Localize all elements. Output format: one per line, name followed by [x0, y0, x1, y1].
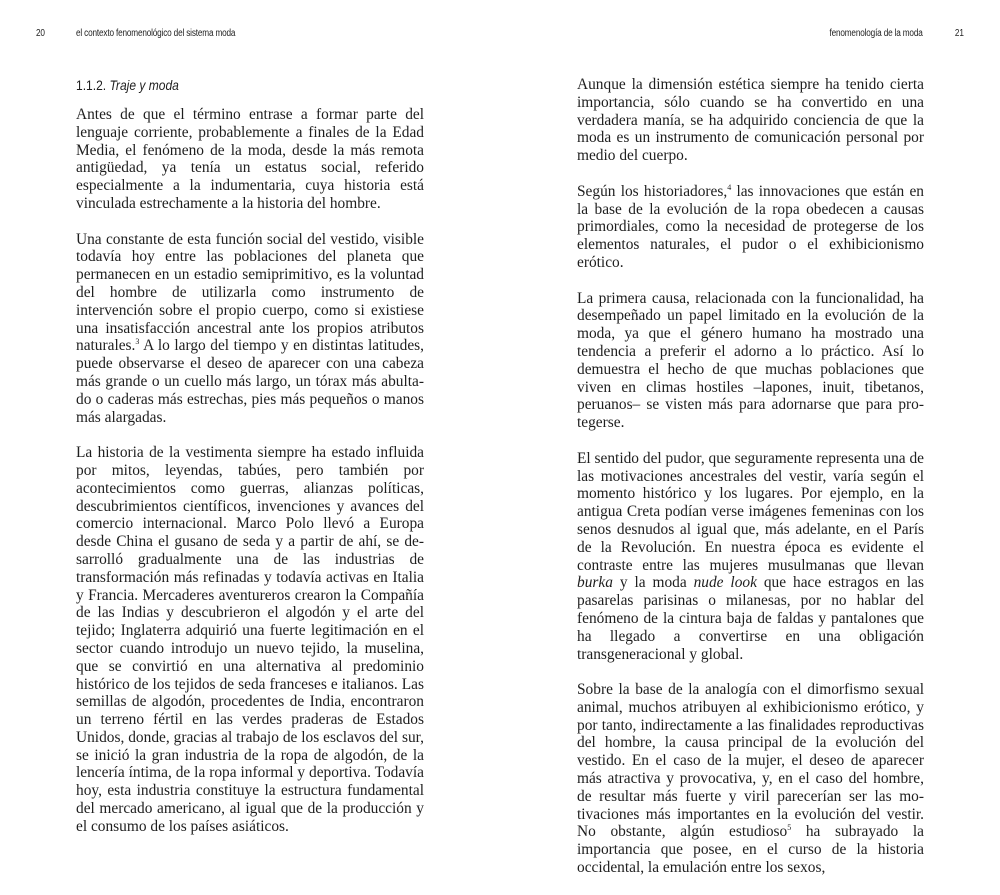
text-run: y la moda — [612, 574, 694, 592]
page-number: 20 — [36, 28, 45, 39]
section-title: Traje y moda — [109, 77, 179, 93]
body-text — [577, 76, 924, 895]
text-run: La historia de la vestimenta siempre ha estado influida por mitos, leyendas, tabúes, pero también por acontecimientos como guerras, alianzas políticas, descubrimientos científicos, invenciones y avances del comercio internacional. Marco Polo llevó a Europa desde China el gusano de seda y a partir de ahí, se desarrolló gradualmente una de las industrias de transformación más refinadas y todavía activas en Italia y Francia. Mercaderes aventureros crearon la Compañía de las Indias y descubrieron el algodón y el arte del tejido; Inglaterra adquirió una fuerte legitimación en el sector cuando introdujo un nuevo tejido, la muselina, que se convirtió en una alternativa al predominio histórico de los tejidos de seda franceses e italianos. Las semillas de algodón, procedentes de India, encontraron un terreno fértil en las verdes praderas de Estados Unidos, donde, gracias al trabajo de los esclavos del sur, se inició la gran industria de la ropa de algodón, de la lencería íntima, de la ropa informal y deportiva. Todavía hoy, esta industria constituye la estructura fundamental del mercado americano, al igual que de la producción y el consumo de los países asiáticos. — [76, 444, 424, 835]
text-run: Sobre la base de la analogía con el dimorfismo sexual animal, muchos atribuyen al exhibicionismo erótico, y por tanto, indirectamente a las finalidades reproductivas del hombre, la causa principal de la evolución del vestido. En el caso de la mujer, el deseo de aparecer más atractiva y provocativa, y, en el caso del hombre, de resultar más fuerte y viril parecerían ser las motivaciones más importantes en la evolución del vestir. No obstante, algún estudioso — [577, 681, 924, 841]
text-run: Una constante de esta función social del vestido, visible todavía hoy entre las poblaciones del planeta que permanecen en un estadio semiprimitivo, es la voluntad del hombre de utilizarla como instrumento de intervención sobre el propio cuerpo, como si existiese una insatisfacción ancestral ante los propios atributos naturales. — [76, 230, 424, 355]
page-number: 21 — [955, 28, 964, 39]
italic-term: burka — [577, 574, 613, 592]
footnote-ref: 5 — [787, 823, 792, 833]
body-text — [76, 76, 424, 853]
footnote-ref: 4 — [727, 182, 732, 192]
section-heading — [76, 76, 375, 94]
left-page — [0, 0, 500, 835]
running-head: fenomenología de la moda — [829, 28, 923, 39]
footnote-ref: 3 — [135, 337, 140, 347]
italic-term: nude look — [693, 574, 757, 592]
paragraph — [577, 183, 924, 272]
running-head: el contexto fenomenológico del sistema moda — [76, 28, 236, 39]
text-run: que hace estragos en las pasarelas parisinas o milanesas, por no hablar del fenómeno de la cintura baja de faldas y pantalones que ha llegado a convertirse en una obligación transgeneracional y global. — [577, 574, 924, 663]
paragraph — [76, 231, 424, 427]
text-run: Según los historiadores, — [577, 182, 728, 200]
paragraph — [577, 290, 924, 432]
text-run: Antes de que el término entrase a formar parte del lenguaje corriente, probablemente a finales de la Edad Media, el fenómeno de la moda, desde la más remota antigüedad, ya tenía un estatus social, referido especialmente a la indumentaria, cuya historia está vinculada estrechamente a la historia del hombre. — [76, 106, 424, 212]
text-run: Aunque la dimensión estética siempre ha tenido cierta importancia, sólo cuando se ha convertido en una verdadera manía, se ha adquirido conciencia de que la moda es un instrumento de comunicación personal por medio del cuerpo. — [577, 76, 924, 165]
paragraph — [577, 450, 924, 664]
paragraph — [76, 106, 424, 213]
paragraph — [76, 444, 424, 836]
text-run: ha subrayado la importancia que posee, en el curso de la historia occidental, la emulación entre los sexos, — [577, 823, 925, 877]
section-number: 1.1.2. — [76, 77, 107, 93]
paragraph — [577, 681, 924, 877]
text-run: El sentido del pudor, que seguramente representa una de las motivaciones ancestrales del vestir, varía según el momento histórico y los lugares. Por ejemplo, en la antigua Creta podían verse imágenes femeninas con los senos desnudos al igual que, más adelante, en el París de la Revolución. En nuestra época es evidente el contraste entre las mujeres musulmanas que llevan — [577, 449, 924, 574]
paragraph — [577, 76, 924, 165]
text-run: A lo largo del tiempo y en distintas latitudes, puede observarse el deseo de aparecer con una cabeza más grande o un cuello más largo, un tórax más abultado o caderas más estrechas, pies más pequeños o manos más alargadas. — [76, 337, 424, 426]
text-run: las innovaciones que están en la base de la evolución de la ropa obedecen a causas primordiales, como la necesidad de protegerse de los elementos naturales, el pudor o el exhibicionismo erótico. — [577, 182, 924, 271]
right-page — [500, 0, 1000, 877]
text-run: La primera causa, relacionada con la funcionalidad, ha desempeñado un papel limitado en la evolución de la moda, ya que el género humano ha mostrado una tendencia a preferir el adorno a lo práctico. Así lo demuestra el hecho de que muchas poblaciones que viven en climas hostiles –lapones, inuit, tibetanos, peruanos– se visten más para adornarse que para protegerse. — [577, 289, 924, 432]
